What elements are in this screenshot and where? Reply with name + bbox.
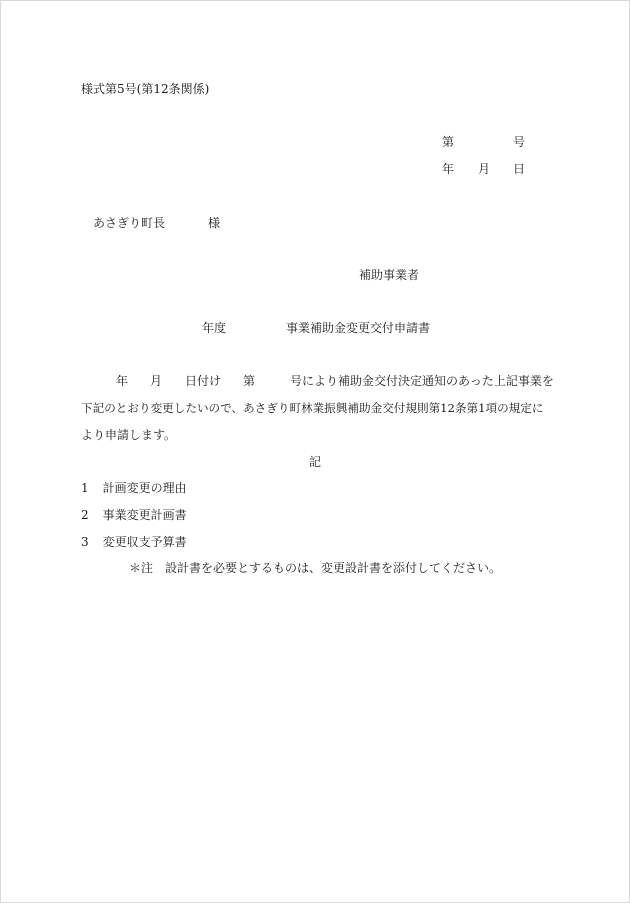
addressee-honorific: 様 — [208, 216, 221, 230]
item-number: 3 — [81, 535, 89, 549]
list-item — [81, 482, 187, 494]
applicant-label: 補助事業者 — [359, 268, 420, 282]
body-month: 月 — [150, 374, 163, 388]
body-year: 年 — [116, 374, 129, 388]
doc-number-prefix: 第 — [442, 135, 455, 149]
doc-number-suffix: 号 — [513, 135, 526, 149]
form-number: 様式第5号(第12条関係) — [81, 82, 210, 96]
item-number: 1 — [81, 481, 89, 495]
item-text: 変更収支予算書 — [102, 535, 187, 549]
body-no-prefix: 第 — [243, 374, 256, 388]
date-day: 日 — [513, 162, 526, 176]
list-item — [81, 509, 187, 521]
list-item — [81, 536, 187, 548]
item-text: 事業変更計画書 — [102, 508, 187, 522]
ki-heading: 記 — [309, 455, 322, 469]
addressee-name: あさぎり町長 — [93, 216, 166, 230]
document-title: 事業補助金変更交付申請書 — [286, 321, 431, 335]
item-number: 2 — [81, 508, 89, 522]
body-line2: 下記のとおり変更したいので、あさぎり町林業振興補助金交付規則第12条第1項の規定に — [81, 401, 544, 415]
body-line1-rest: 号により補助金交付決定通知のあった上記事業を — [290, 374, 554, 388]
note: ＊注 設計書を必要とするものは、変更設計書を添付してください。 — [129, 561, 502, 575]
body-line3: より申請します。 — [81, 428, 177, 442]
body-dated: 日付け — [185, 374, 222, 388]
item-text: 計画変更の理由 — [102, 481, 187, 495]
date-year: 年 — [442, 162, 455, 176]
title-year-label: 年度 — [202, 321, 227, 335]
date-month: 月 — [478, 162, 491, 176]
